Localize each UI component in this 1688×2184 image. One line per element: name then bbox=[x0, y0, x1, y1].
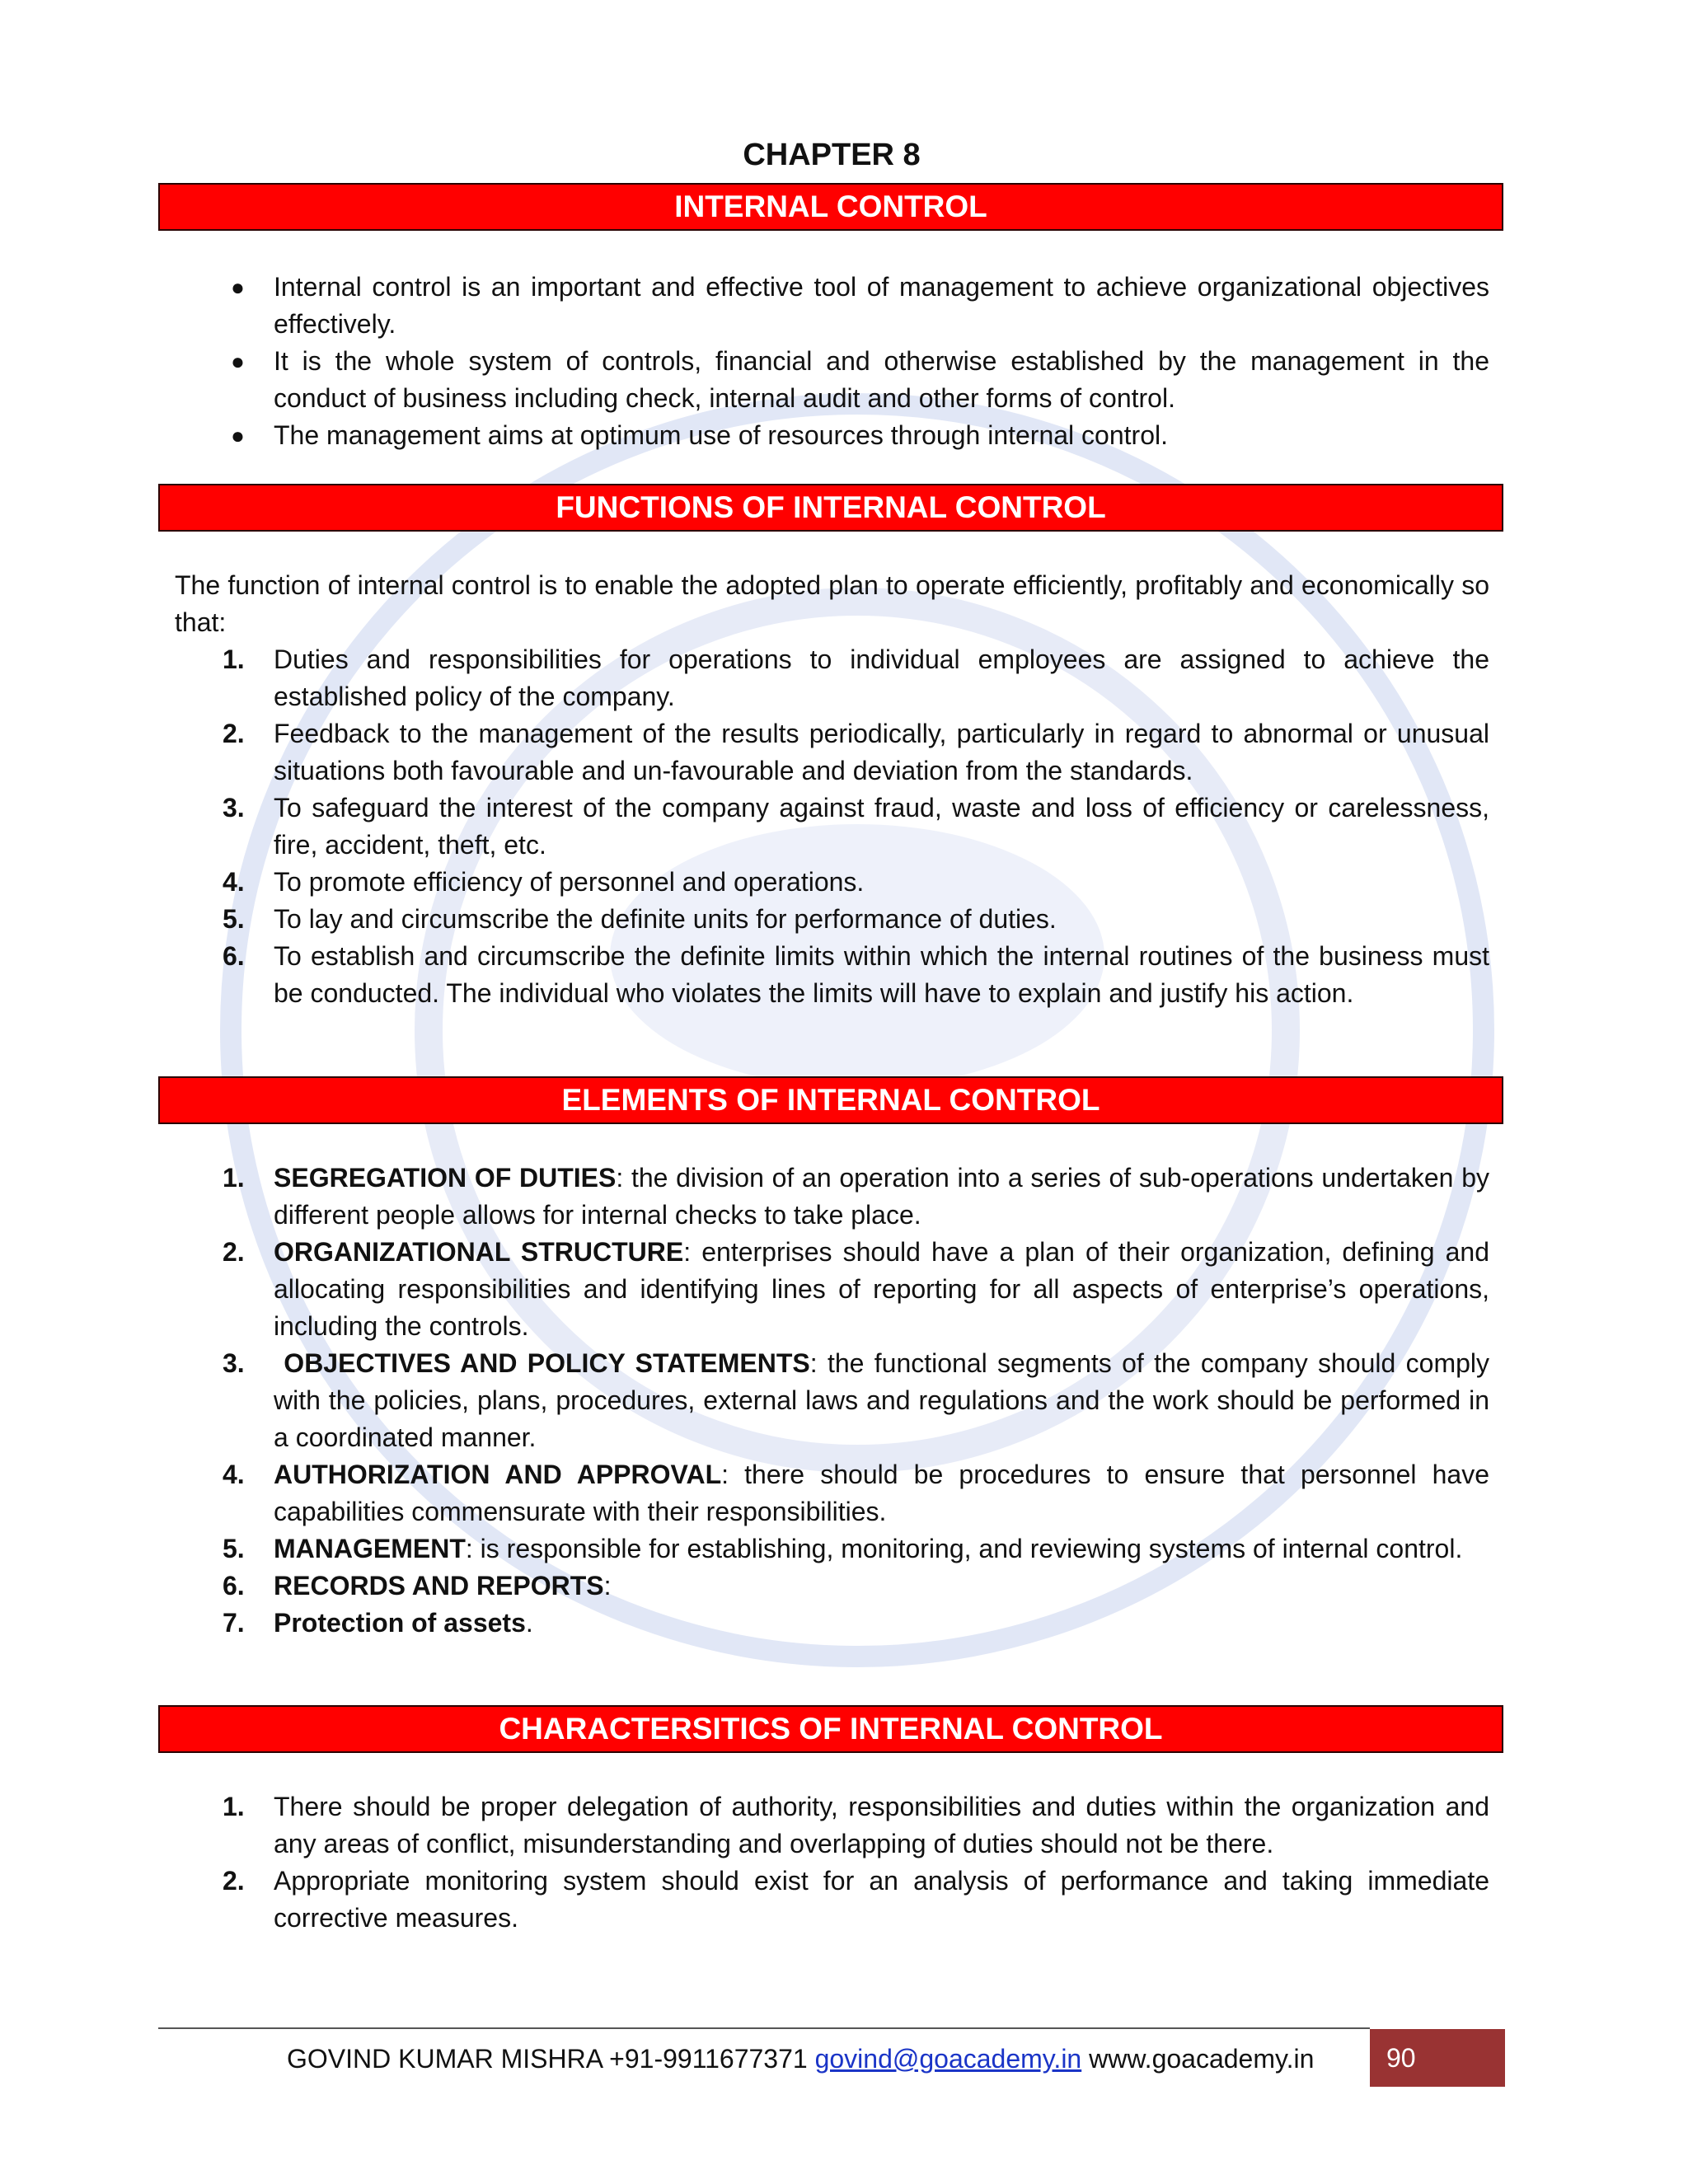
functions-section bbox=[175, 567, 1489, 1012]
list-item: ● The management aims at optimum use of resources through internal control. bbox=[175, 417, 1489, 454]
list-item: 6. To establish and circumscribe the definite limits within which the internal routines of the business must be conducted. The individual who violates the limits will have to explain and justify his action. bbox=[223, 941, 1489, 1008]
bullet-icon: ● bbox=[231, 274, 245, 300]
chapter-title: CHAPTER 8 bbox=[743, 138, 921, 172]
list-item: 3. OBJECTIVES AND POLICY STATEMENTS: the functional segments of the company should comply with the policies, plans, procedures, external laws and regulations and the work should be performed in a coordinated manner. bbox=[223, 1348, 1490, 1452]
list-item: 6. RECORDS AND REPORTS: bbox=[223, 1571, 612, 1601]
footer-author: GOVIND KUMAR MISHRA +91-9911677371 bbox=[287, 2044, 808, 2074]
list-item: 2. Feedback to the management of the results periodically, particularly in regard to abnormal or unusual situations both favourable and un-favourable and deviation from the standards. bbox=[223, 719, 1489, 785]
characteristics-section bbox=[175, 1788, 1489, 1937]
list-item: ● It is the whole system of controls, financial and otherwise established by the management in the conduct of business including check, internal audit and other forms of control. bbox=[175, 343, 1489, 417]
list-item: 2. Appropriate monitoring system should exist for an analysis of performance and taking immediate corrective measures. bbox=[223, 1866, 1489, 1933]
page-number: 90 bbox=[1370, 2029, 1505, 2087]
section-banner-internal-control: INTERNAL CONTROL bbox=[158, 183, 1503, 231]
list-item: 7. Protection of assets. bbox=[223, 1608, 533, 1638]
section-banner-characteristics: CHARACTERSITICS OF INTERNAL CONTROL bbox=[158, 1705, 1503, 1753]
list-item: 4. AUTHORIZATION AND APPROVAL: there should be procedures to ensure that personnel have capabilities commensurate with their responsibilities. bbox=[223, 1460, 1490, 1526]
bullet-icon: ● bbox=[231, 423, 245, 448]
functions-lead: The function of internal control is to enable the adopted plan to operate efficiently, profitably and economically so that: bbox=[175, 570, 1489, 637]
list-item: ● Internal control is an important and effective tool of management to achieve organizational objectives effectively. bbox=[175, 269, 1489, 343]
list-item: 4. To promote efficiency of personnel and operations. bbox=[223, 867, 865, 897]
footer-divider bbox=[158, 2027, 1370, 2029]
list-item: 3. To safeguard the interest of the company against fraud, waste and loss of efficiency or carelessness, fire, accident, theft, etc. bbox=[223, 793, 1489, 860]
list-item: 5. MANAGEMENT: is responsible for establishing, monitoring, and reviewing systems of internal control. bbox=[223, 1534, 1463, 1563]
list-item: 1. SEGREGATION OF DUTIES: the division of an operation into a series of sub-operations undertaken by different people allows for internal checks to take place. bbox=[223, 1163, 1490, 1230]
elements-section bbox=[175, 1160, 1489, 1642]
list-item: 1. There should be proper delegation of authority, responsibilities and duties within the organization and any areas of conflict, misunderstanding and overlapping of duties should not be there. bbox=[223, 1792, 1489, 1858]
section-banner-elements: ELEMENTS OF INTERNAL CONTROL bbox=[158, 1076, 1503, 1124]
list-item: 1. Duties and responsibilities for operations to individual employees are assigned to achieve the established policy of the company. bbox=[223, 644, 1489, 711]
intro-bullets bbox=[175, 269, 1489, 454]
list-item: 2. ORGANIZATIONAL STRUCTURE: enterprises should have a plan of their organization, defining and allocating responsibilities and identifying lines of reporting for all aspects of enterprise’s operations, including the controls. bbox=[223, 1237, 1490, 1341]
footer-website: www.goacademy.in bbox=[1089, 2044, 1315, 2074]
bullet-icon: ● bbox=[231, 349, 245, 374]
footer-email-link[interactable]: govind@goacademy.in bbox=[814, 2044, 1082, 2074]
list-item: 5. To lay and circumscribe the definite units for performance of duties. bbox=[223, 904, 1057, 934]
footer bbox=[287, 2041, 1314, 2077]
section-banner-functions: FUNCTIONS OF INTERNAL CONTROL bbox=[158, 484, 1503, 532]
